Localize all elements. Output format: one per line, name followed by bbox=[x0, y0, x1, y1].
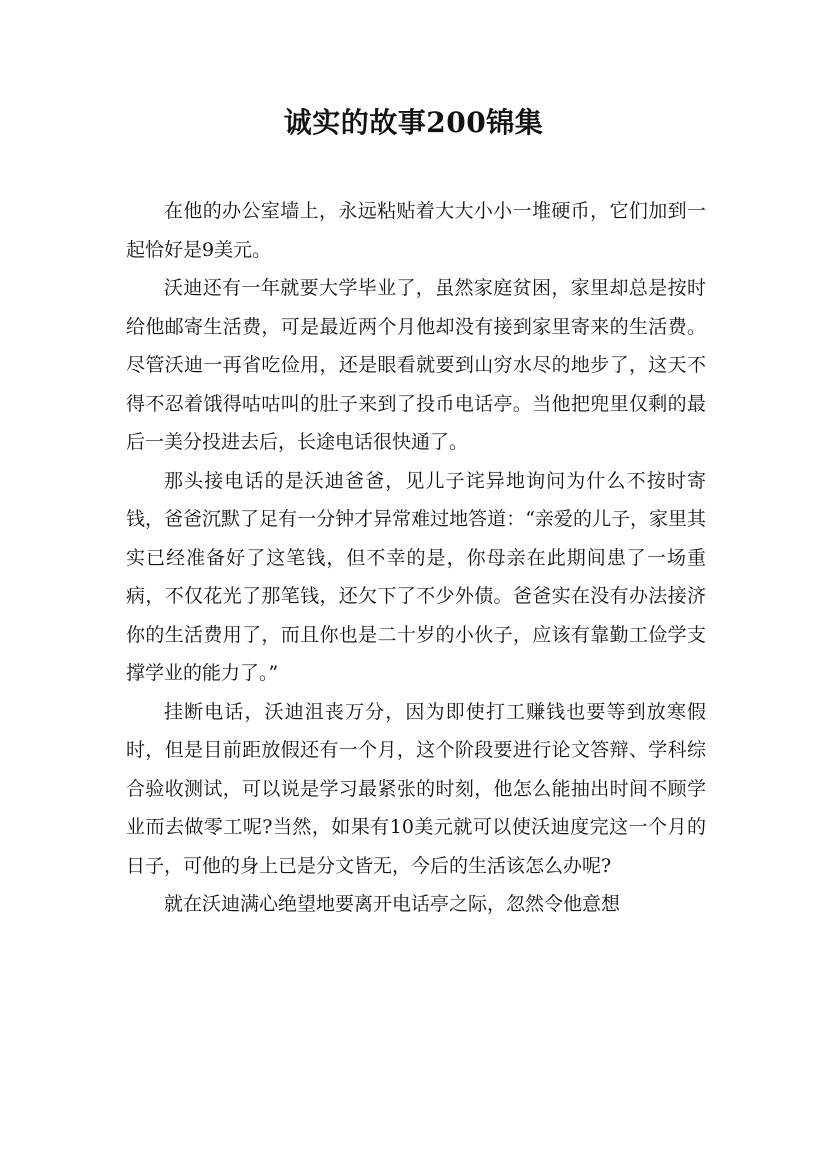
document-title: 诚实的故事200锦集 bbox=[283, 106, 544, 139]
paragraph: 挂断电话，沃迪沮丧万分，因为即使打工赚钱也要等到放寒假时，但是目前距放假还有一个月，这个阶段要进行论文答辩、学科综合验收测试，可以说是学习最紧张的时刻，他怎么能抽出时间不顾学业而去做零工呢?当然，如果有10美元就可以使沃迪度完这一个月的日子，可他的身上已是分文皆无，今后的生活该怎么办呢? bbox=[126, 700, 706, 877]
paragraph: 在他的办公室墙上，永远粘贴着大大小小一堆硬币，它们加到一起恰好是9美元。 bbox=[126, 200, 706, 261]
paragraph: 就在沃迪满心绝望地要离开电话亭之际，忽然令他意想 bbox=[164, 893, 621, 915]
paragraph: 沃迪还有一年就要大学毕业了，虽然家庭贫困，家里却总是按时给他邮寄生活费，可是最近两个月他却没有接到家里寄来的生活费。尽管沃迪一再省吃俭用，还是眼看就要到山穷水尽的地步了，这天不得不忍着饿得咕咕叫的肚子来到了投币电话亭。当他把兜里仅剩的最后一美分投进去后，长途电话很快通了。 bbox=[126, 277, 706, 453]
document-body bbox=[126, 192, 706, 924]
paragraph: 那头接电话的是沃迪爸爸，见儿子诧异地询问为什么不按时寄钱，爸爸沉默了足有一分钟才异常难过地答道：“亲爱的儿子，家里其实已经准备好了这笔钱，但不幸的是，你母亲在此期间患了一场重病，不仅花光了那笔钱，还欠下了不少外债。爸爸实在没有办法接济你的生活费用了，而且你也是二十岁的小伙子，应该有靠勤工俭学支撑学业的能力了。” bbox=[126, 469, 706, 684]
